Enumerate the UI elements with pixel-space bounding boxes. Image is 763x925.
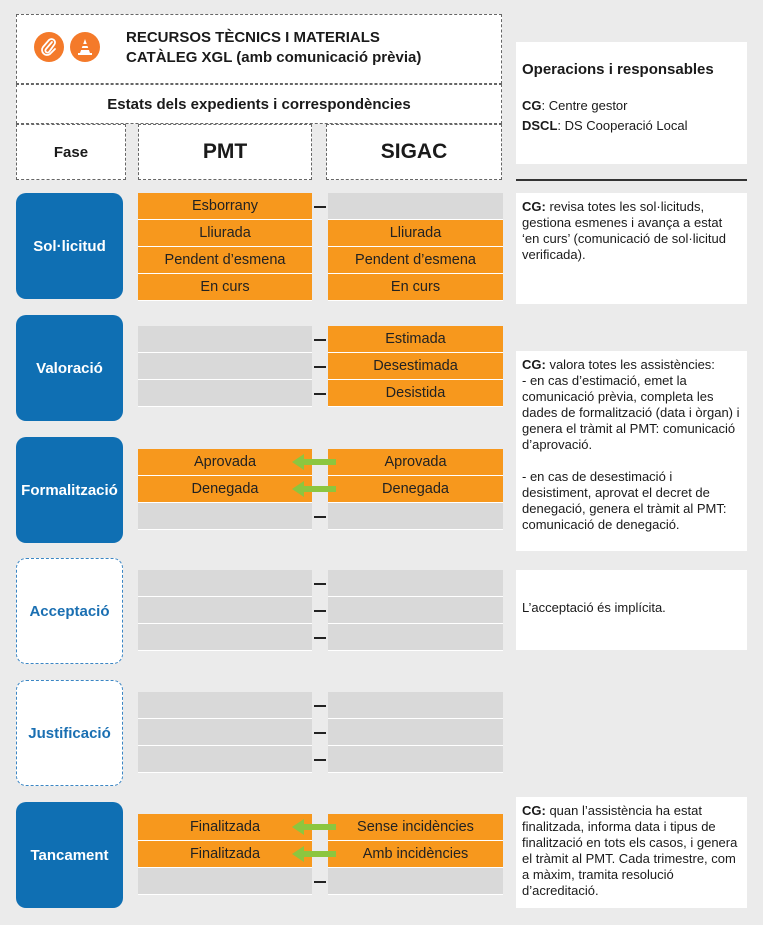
- pmt-state-cell: [138, 868, 312, 895]
- pmt-state-cell: [138, 624, 312, 651]
- sigac-state-cell: [328, 624, 503, 651]
- phase-label: Acceptació: [16, 558, 123, 664]
- page-title: [126, 28, 421, 68]
- sigac-state-cell: [328, 746, 503, 773]
- header-icons: [34, 32, 100, 62]
- arrow-left-icon: [292, 846, 336, 862]
- pmt-state-cell: [138, 746, 312, 773]
- connector-line: [314, 881, 326, 883]
- legend-title: Operacions i responsables: [522, 61, 714, 78]
- sigac-state-cell: Denegada: [328, 476, 503, 503]
- pmt-state-cell: [138, 597, 312, 624]
- pmt-state-cell: Pendent d’esmena: [138, 247, 312, 274]
- connector-line: [314, 732, 326, 734]
- pmt-state-cell: [138, 353, 312, 380]
- pmt-state-cell: [138, 503, 312, 530]
- connector-line: [314, 516, 326, 518]
- connector-line: [314, 759, 326, 761]
- phase-label: Tancament: [16, 802, 123, 908]
- title-line-2: CATÀLEG XGL (amb comunicació prèvia): [126, 49, 422, 66]
- phase-label: Valoració: [16, 315, 123, 421]
- pmt-state-cell: Aprovada: [138, 449, 312, 476]
- column-header-pmt: PMT: [138, 124, 312, 180]
- pmt-state-cell: [138, 570, 312, 597]
- pmt-state-cell: Esborrany: [138, 193, 312, 220]
- sigac-state-cell: Amb incidències: [328, 841, 503, 868]
- pmt-state-cell: [138, 326, 312, 353]
- sigac-state-cell: Sense incidències: [328, 814, 503, 841]
- connector-line: [314, 393, 326, 395]
- arrow-left-icon: [292, 819, 336, 835]
- panel-solicitud: CG: revisa totes les sol·licituds, gestiona esmenes i avança a estat ‘en curs’ (comunicació de sol·licitud verificada).: [516, 193, 747, 304]
- sigac-state-cell: Desestimada: [328, 353, 503, 380]
- sigac-state-cell: Desistida: [328, 380, 503, 407]
- connector-line: [314, 339, 326, 341]
- connector-line: [314, 366, 326, 368]
- sigac-state-cell: [328, 193, 503, 220]
- legend-item: CG: Centre gestor: [522, 98, 628, 113]
- sigac-state-cell: [328, 719, 503, 746]
- phase-label: Sol·licitud: [16, 193, 123, 299]
- sigac-state-cell: Pendent d’esmena: [328, 247, 503, 274]
- connector-line: [314, 705, 326, 707]
- sigac-state-cell: [328, 692, 503, 719]
- connector-line: [314, 206, 326, 208]
- panel-acceptacio: L’acceptació és implícita.: [516, 570, 747, 650]
- traffic-cone-icon: [70, 32, 100, 62]
- pmt-state-cell: [138, 692, 312, 719]
- legend-item: DSCL: DS Cooperació Local: [522, 118, 688, 133]
- pmt-state-cell: Lliurada: [138, 220, 312, 247]
- subtitle: Estats dels expedients i correspondències: [16, 84, 502, 124]
- legend-panel: [516, 42, 747, 164]
- sigac-state-cell: [328, 570, 503, 597]
- column-header-fase: Fase: [16, 124, 126, 180]
- panel-tancament: CG: quan l’assistència ha estat finalitzada, informa data i tipus de finalització en tots els casos, i genera el tràmit al PMT. Cada trimestre, com a màxim, tramita resolució d’acreditació.: [516, 797, 747, 908]
- pmt-state-cell: Finalitzada: [138, 841, 312, 868]
- paperclip-icon: [34, 32, 64, 62]
- pmt-state-cell: [138, 380, 312, 407]
- legend-separator: [516, 179, 747, 181]
- sigac-state-cell: [328, 597, 503, 624]
- sigac-state-cell: [328, 868, 503, 895]
- phase-label: Formalització: [16, 437, 123, 543]
- sigac-state-cell: En curs: [328, 274, 503, 301]
- arrow-left-icon: [292, 454, 336, 470]
- title-line-1: RECURSOS TÈCNICS I MATERIALS: [126, 29, 380, 46]
- sigac-state-cell: [328, 503, 503, 530]
- sigac-state-cell: Aprovada: [328, 449, 503, 476]
- connector-line: [314, 637, 326, 639]
- pmt-state-cell: Denegada: [138, 476, 312, 503]
- phase-label: Justificació: [16, 680, 123, 786]
- arrow-left-icon: [292, 481, 336, 497]
- pmt-state-cell: En curs: [138, 274, 312, 301]
- pmt-state-cell: [138, 719, 312, 746]
- pmt-state-cell: Finalitzada: [138, 814, 312, 841]
- sigac-state-cell: Lliurada: [328, 220, 503, 247]
- sigac-state-cell: Estimada: [328, 326, 503, 353]
- column-header-sigac: SIGAC: [326, 124, 502, 180]
- connector-line: [314, 610, 326, 612]
- panel-valoracio-formalitzacio: CG: valora totes les assistències: - en cas d’estimació, emet la comunicació prèvia, completa les dades de formalització (data i òrgan) i genera el tràmit al PMT: comunicació d’aprovació. - en cas de desestimació i desistiment, aprovat el decret de denegació, genera el tràmit al PMT: comunicació de denegació.: [516, 351, 747, 551]
- connector-line: [314, 583, 326, 585]
